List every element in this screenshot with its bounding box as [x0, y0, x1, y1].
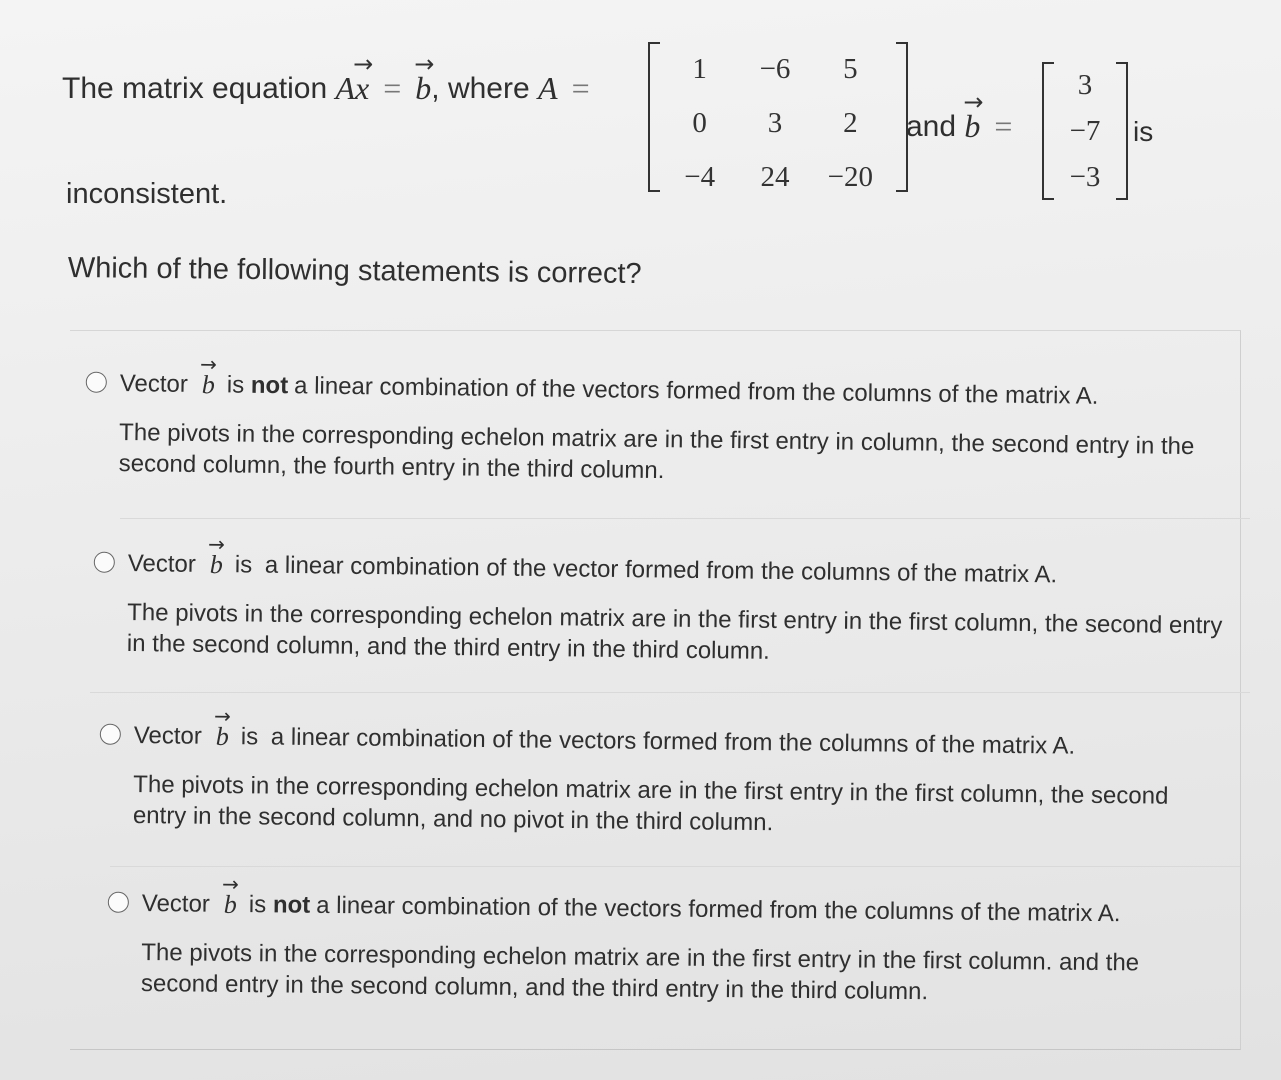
choice-is-text: is: [248, 891, 267, 919]
choice-vector-word: Vector: [141, 889, 211, 918]
choice-separator: [110, 866, 1240, 867]
and-text: and: [906, 109, 957, 143]
vector-b: → b: [216, 721, 229, 752]
matrix-right-bracket: [1116, 62, 1128, 200]
question-prompt: Which of the following statements is correct?: [67, 252, 642, 291]
where-text: , where: [431, 71, 530, 105]
choice-not-text: not: [250, 371, 289, 400]
matrix-A-cell: 3: [767, 106, 783, 139]
equals-sign: =: [383, 70, 402, 106]
choice-rest-text: a linear combination of the vectors formed from the columns of the matrix A.: [316, 891, 1121, 928]
is-text: is: [1133, 116, 1154, 147]
equals-sign: =: [571, 70, 590, 106]
answer-choice[interactable]: [126, 531, 1228, 672]
matrix-A-cell: 0: [692, 106, 707, 139]
vector-arrow-icon: →: [414, 50, 435, 78]
choice-rest-text: a linear combination of the vectors formed from the columns of the matrix A.: [270, 723, 1076, 760]
answer-choice[interactable]: [118, 352, 1210, 493]
vector-b: → b: [414, 50, 435, 106]
choice-is-text: is: [240, 723, 259, 751]
matrix-symbol-A: A: [335, 70, 356, 106]
vector-arrow-icon: →: [199, 352, 218, 377]
vector-b-cell: −3: [1069, 160, 1101, 193]
choice-pivots-text: The pivots in the corresponding echelon matrix are in the first entry in the first column, the second entry in the second column, and no pivot in the third column.: [132, 770, 1169, 837]
choice-pivots-text: The pivots in the corresponding echelon matrix are in the first entry in column, the second entry in the second column, the fourth entry in the third column.: [118, 418, 1195, 485]
matrix-A: [648, 42, 908, 192]
inconsistent-text: inconsistent.: [66, 178, 228, 210]
vector-arrow-icon: →: [353, 50, 374, 78]
vector-arrow-icon: →: [213, 703, 231, 729]
vector-b-cell: −7: [1069, 114, 1101, 147]
radio-button[interactable]: [86, 372, 107, 393]
question-equation-line: [62, 50, 604, 107]
matrix-left-bracket: [1042, 62, 1054, 200]
vector-x: → x: [353, 50, 374, 106]
question-intro: The matrix equation: [62, 71, 328, 105]
choice-is-text: is: [234, 551, 253, 579]
choice-separator: [120, 518, 1250, 519]
matrix-A-cell: −6: [759, 52, 791, 85]
choice-separator: [90, 692, 1250, 693]
matrix-A-cell: −20: [827, 160, 873, 193]
choice-vector-word: Vector: [127, 549, 197, 578]
choice-vector-word: Vector: [119, 369, 189, 398]
choice-rest-text: a linear combination of the vectors formed from the columns of the matrix A.: [293, 372, 1099, 410]
vector-arrow-icon: →: [221, 871, 239, 897]
vector-b: → b: [210, 549, 223, 580]
radio-button[interactable]: [100, 724, 121, 745]
vector-arrow-icon: →: [207, 531, 226, 557]
radio-button[interactable]: [94, 552, 115, 573]
choice-vector-word: Vector: [133, 721, 203, 750]
equals-sign: =: [994, 108, 1013, 144]
answer-choice[interactable]: [140, 871, 1202, 1010]
choice-pivots-text: The pivots in the corresponding echelon matrix are in the first entry in the first column. and the second entry in the second column, and the third entry in the third column.: [140, 938, 1140, 1006]
matrix-A-cell: 24: [760, 160, 790, 193]
choice-not-text: not: [272, 891, 311, 919]
vector-b: → b: [224, 889, 237, 920]
answer-choice[interactable]: [132, 703, 1224, 843]
matrix-A-cell: 2: [843, 106, 858, 139]
vector-b: → b: [963, 88, 984, 144]
vector-b: → b: [202, 369, 215, 400]
choice-is-text: is: [226, 371, 245, 399]
matrix-A-cell: 5: [843, 52, 858, 85]
matrix-left-bracket: [648, 42, 660, 192]
matrix-A-cell: 1: [692, 52, 707, 85]
vector-b-cell: 3: [1077, 68, 1093, 101]
choice-pivots-text: The pivots in the corresponding echelon matrix are in the first entry in the first column, the second entry in the second column, and the third entry in the third column.: [126, 598, 1223, 665]
choice-rest-text: a linear combination of the vector formed from the columns of the matrix A.: [264, 551, 1058, 589]
vector-arrow-icon: →: [963, 88, 984, 116]
where-symbol-A: A: [538, 70, 558, 106]
radio-button[interactable]: [108, 892, 129, 913]
and-b-equals: [906, 88, 1026, 145]
matrix-A-cell: −4: [684, 160, 716, 193]
vector-b-matrix: [1042, 62, 1128, 200]
